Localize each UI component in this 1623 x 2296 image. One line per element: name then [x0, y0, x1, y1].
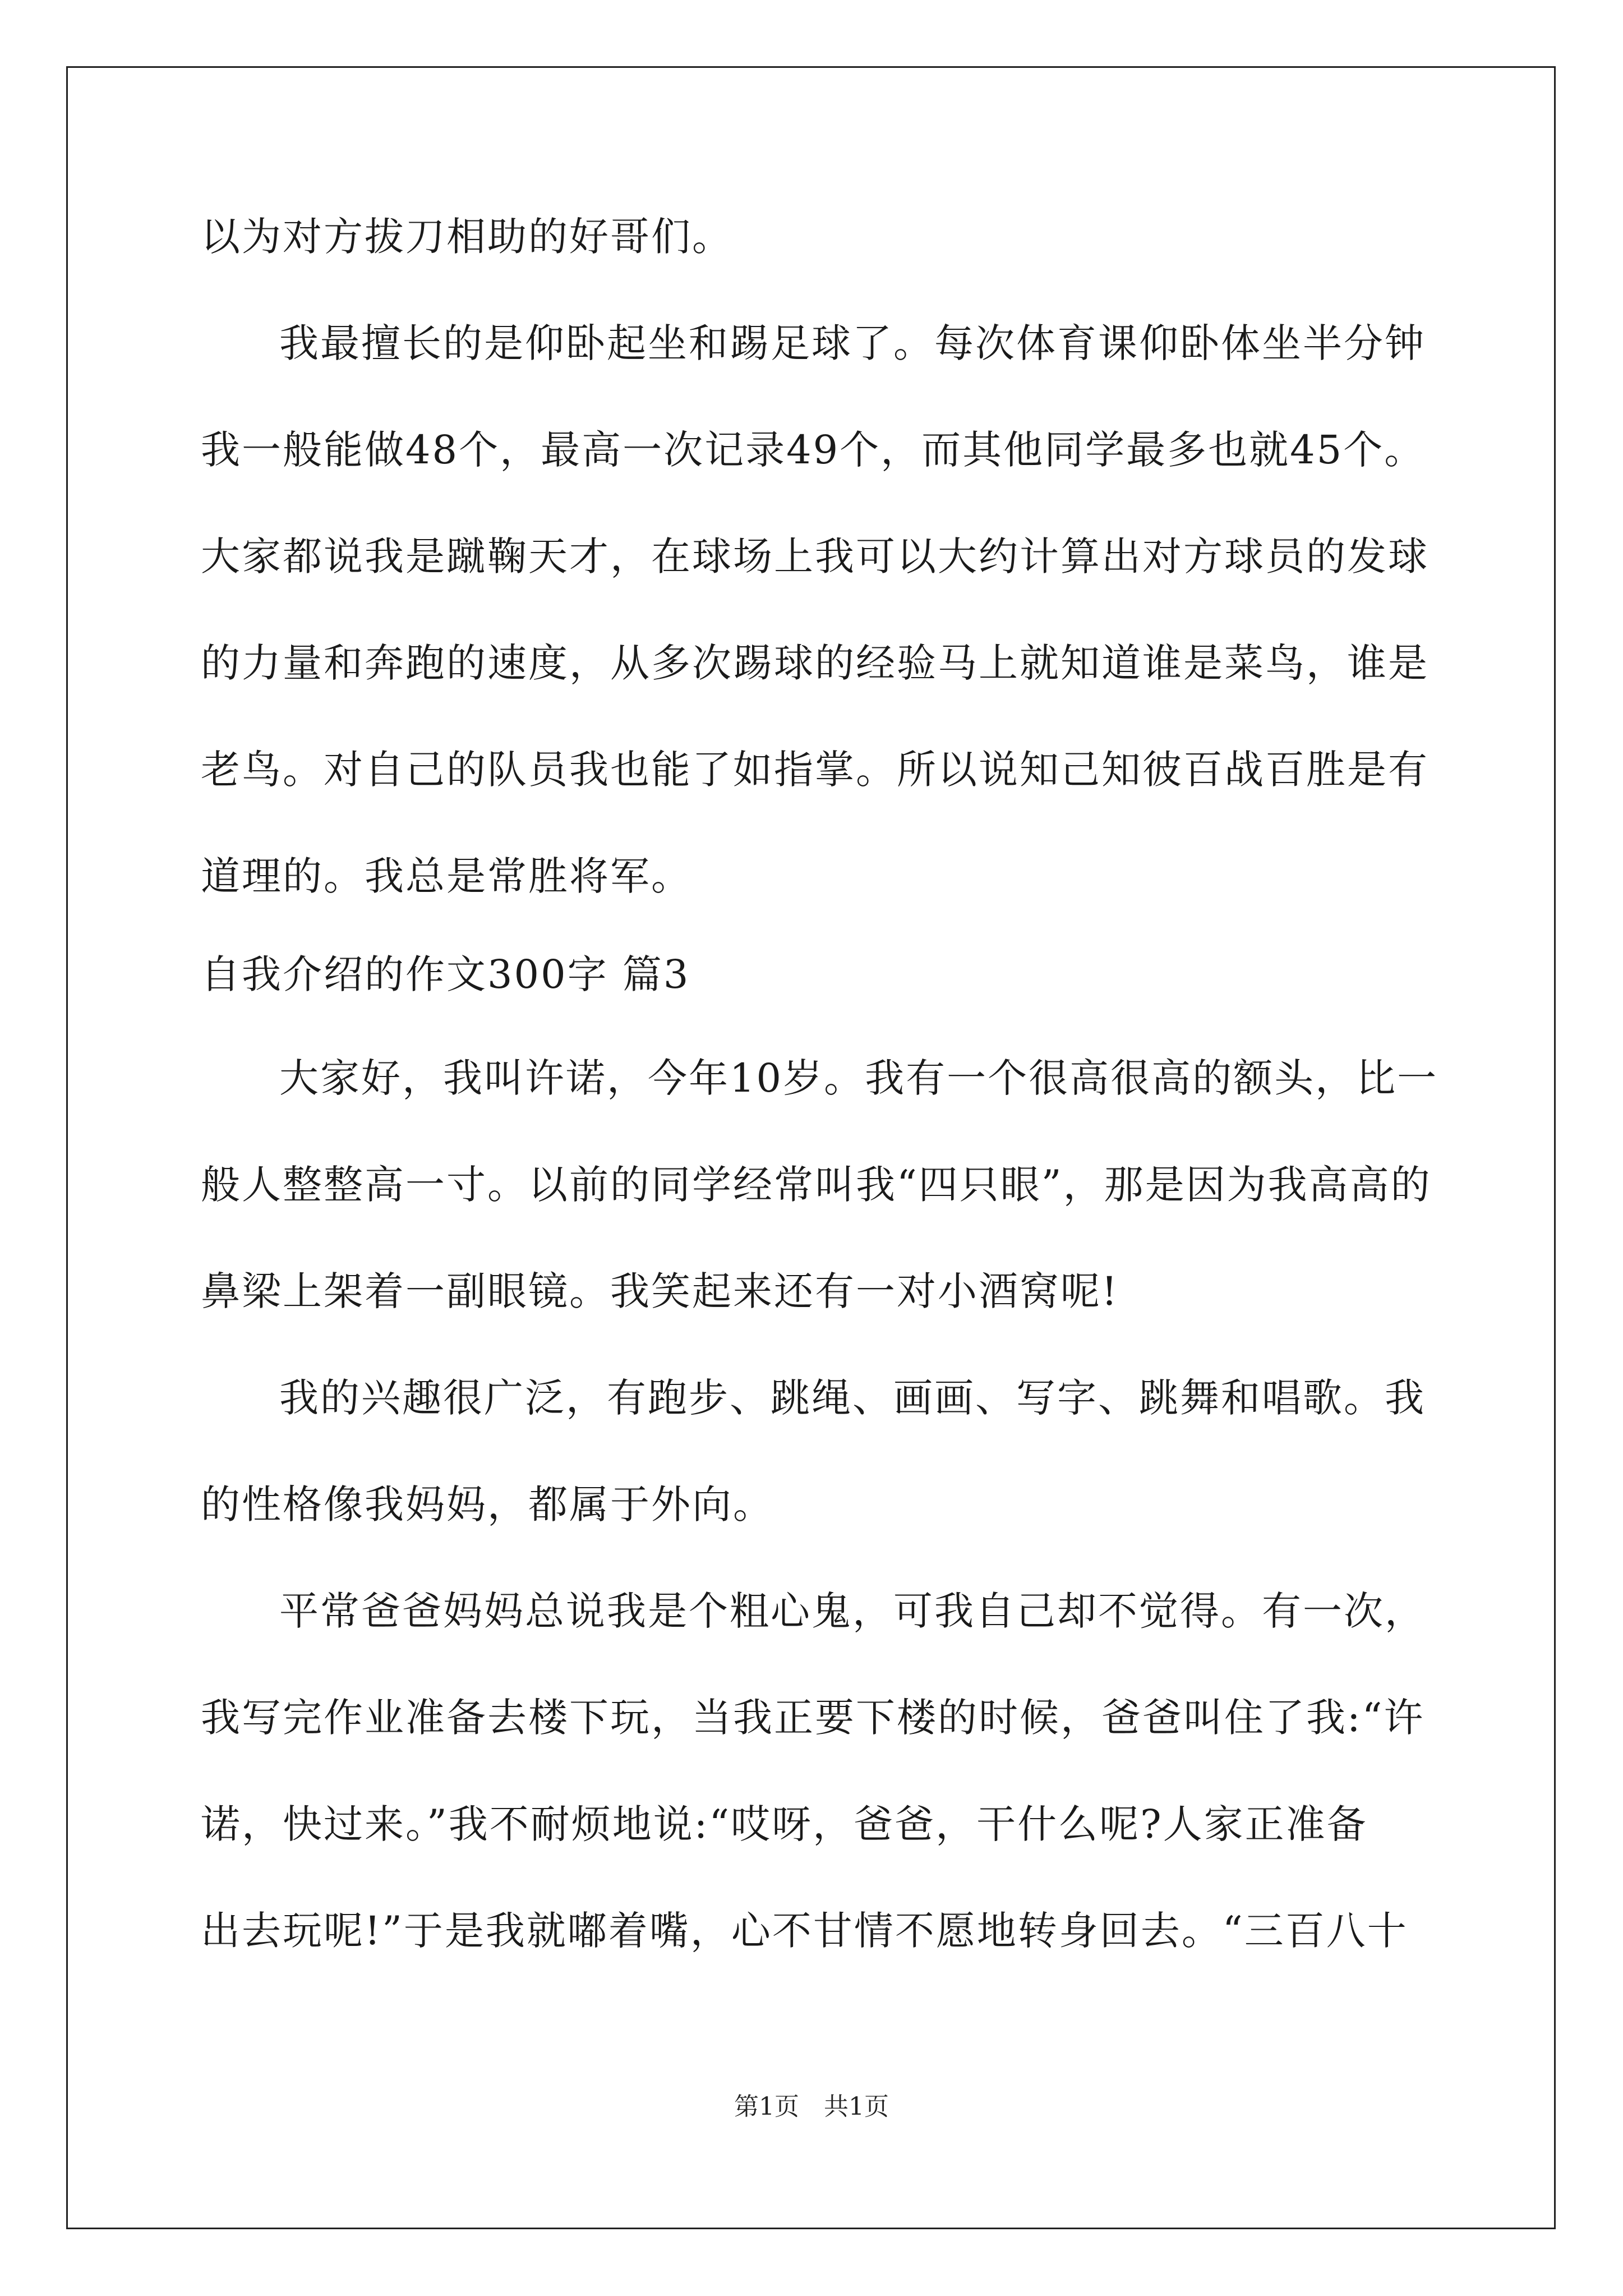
text-line: 的性格像我妈妈，都属于外向。 [201, 1481, 774, 1527]
text-line: 的力量和奔跑的速度，从多次踢球的经验马上就知道谁是菜鸟，谁是 [201, 640, 1429, 686]
paragraph-start-line: 平常爸爸妈妈总说我是个粗心鬼，可我自己却不觉得。有一次， [279, 1588, 1426, 1634]
text-line: 老鸟。对自己的队员我也能了如指掌。所以说知己知彼百战百胜是有 [201, 747, 1429, 793]
text-line: 我写完作业准备去楼下玩，当我正要下楼的时候，爸爸叫住了我:“许 [201, 1695, 1425, 1741]
text-line: 出去玩呢!”于是我就嘟着嘴，心不甘情不愿地转身回去。“三百八十 [201, 1908, 1408, 1954]
paragraph-start-line: 大家好，我叫许诺，今年10岁。我有一个很高很高的额头，比一 [279, 1055, 1438, 1101]
text-line: 大家都说我是蹴鞠天才，在球场上我可以大约计算出对方球员的发球 [201, 533, 1429, 579]
text-line: 以为对方拔刀相助的好哥们。 [201, 214, 733, 260]
page-footer: 第1页 共1页 [734, 2092, 889, 2121]
paragraph-start-line: 我最擅长的是仰卧起坐和踢足球了。每次体育课仰卧体坐半分钟 [279, 320, 1426, 366]
section-heading: 自我介绍的作文300字 篇3 [201, 951, 690, 997]
text-line: 般人整整高一寸。以前的同学经常叫我“四只眼”，那是因为我高高的 [201, 1162, 1432, 1208]
paragraph-start-line: 我的兴趣很广泛，有跑步、跳绳、画画、写字、跳舞和唱歌。我 [279, 1375, 1426, 1421]
text-line: 道理的。我总是常胜将军。 [201, 853, 692, 899]
text-line: 我一般能做48个，最高一次记录49个，而其他同学最多也就45个。 [201, 427, 1426, 473]
text-line: 诺，快过来。”我不耐烦地说:“哎呀，爸爸，干什么呢?人家正准备 [201, 1801, 1368, 1847]
text-line: 鼻梁上架着一副眼镜。我笑起来还有一对小酒窝呢! [201, 1268, 1119, 1314]
